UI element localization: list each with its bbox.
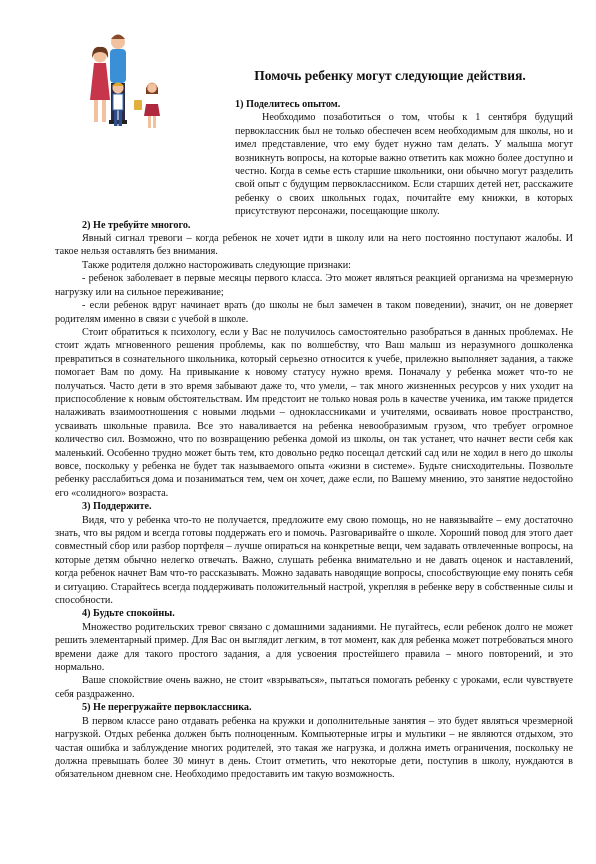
document-title: Помочь ребенку могут следующие действия. bbox=[254, 68, 526, 83]
paragraph: Явный сигнал тревоги – когда ребенок не хочет идти в школу или на него постоянно поступают жалобы. И такое нельзя оставлять без внимания. bbox=[55, 233, 573, 258]
list-item: - если ребенок вдруг начинает врать (до школы не был замечен в таком поведении), значит, он не доверяет родителям именно в связи с учебой в школе. bbox=[55, 300, 573, 325]
section-heading-3: 3) Поддержите. bbox=[82, 501, 152, 513]
paragraph: Стоит обратиться к психологу, если у Вас не получилось самостоятельно разобраться в данных проблемах. Не стоит ждать мгновенного решения проблемы, как по волшебству, что Ваш малыш из неразумного дошколенка превратиться в сознательного школьника, который серьезно относится к учебе, прилежно выполняет задания, а также помогает Вам по дому. На привыкание к новому статусу нужно время. Поначалу у ребенка может что-то не получаться. Часто дети в это время забывают даже то, что умели, – так много жизненных ресурсов у них уходит на приспособление к новым обстоятельствам. Им предстоит не только новая роль в качестве ученика, им также придется налаживать взаимоотношения с новыми людьми – одноклассниками и учителями, осваивать новое пространство, усваивать школьные правила. Все это наваливается на ребенка невообразимым грузом, что требует огромное количество сил. Возможно, что по возвращению ребенка домой из школы, он так устанет, что начнет вести себя как маленький. Особенно трудно может быть тем, кто довольно редко посещал детский сад или не ходил в него до школы вовсе, поскольку у ребенка не будет так называемого опыта «жизни в системе». Будьте снисходительны. Позвольте ребенку расслабиться дома и позаниматься тем, чем он хочет, даже если, по Вашему мнению, это занятие недостойно его «солидного» возраста. bbox=[55, 326, 573, 499]
paragraph: Необходимо позаботиться о том, чтобы к 1 сентября будущий первоклассник был не только обеспечен всем необходимым для школы, но и имел представление, что ему будет нужно там делать. У малыша могут возникнуть вопросы, на которые важно ответить как можно более доступно и честно. Когда в семье есть старшие школьники, они обычно могут разделить свой опыт с будущим первоклассником. Если старших детей нет, расскажите ребенку о своих школьных годах, почитайте ему книжки, в которых присутствуют персонажи, посещающие школу. bbox=[235, 112, 573, 218]
paragraph: Множество родительских тревог связано с домашними заданиями. Не пугайтесь, если ребенок долго не может решить элементарный пример. Для Вас он выглядит легким, в тот момент, как для ребенка может потребоваться много времени даже для такого простого задания, а для усвоения простейшего правила – много повторений, и это нормально. bbox=[55, 621, 573, 674]
section-heading-1: 1) Поделитесь опытом. bbox=[235, 99, 341, 110]
document-body bbox=[55, 98, 573, 782]
paragraph: Ваше спокойствие очень важно, не стоит «взрываться», пытаться помогать ребенку с уроками, если чувствуете себя раздраженно. bbox=[55, 675, 573, 700]
section-heading-5: 5) Не перегружайте первоклассника. bbox=[82, 702, 252, 714]
paragraph: Видя, что у ребенка что-то не получается, предложите ему свою помощь, но не навязывайте – ему достаточно знать, что вы рядом и всегда готовы поддержать его и помочь. Разговаривайте о школе. Хороший повод для этого дает совместный сбор или разбор портфеля – лучше опираться на конкретные вещи, чем задавать отвлеченные вопросы, на которые детям обычно нелегко отвечать. Важно, слушать ребенка внимательно и не давать оценок и наставлений, когда ребенок начнет Вам что-то рассказывать. Можно задавать наводящие вопросы, способствующие ему понять себя и ситуацию. Старайтесь всегда поддерживать положительный настрой, укрепляя в ребенке веру в собственные силы и способности. bbox=[55, 514, 573, 607]
section-heading-2: 2) Не требуйте многого. bbox=[82, 219, 191, 231]
paragraph: В первом классе рано отдавать ребенка на кружки и дополнительные занятия – это будет являться чрезмерной нагрузкой. Отдых ребенка должен быть полноценным. Компьютерные игры и мультики – не являются отдыхом, это частая ошибка и заблуждение многих родителей, это такая же нагрузка, и должна иметь ограничения, поскольку не должна превышать более 30 минут в день. Стоит отметить, что некоторые дети, поступив в школу, нуждаются в обязательном дневном сне. Необходимо предоставить им такую возможность. bbox=[55, 715, 573, 781]
list-item: - ребенок заболевает в первые месяцы первого класса. Это может являться реакцией организма на чрезмерную нагрузку или на сильное переживание; bbox=[55, 273, 573, 298]
section-heading-4: 4) Будьте спокойны. bbox=[82, 608, 175, 620]
paragraph: Также родителя должно настороживать следующие признаки: bbox=[82, 259, 351, 271]
